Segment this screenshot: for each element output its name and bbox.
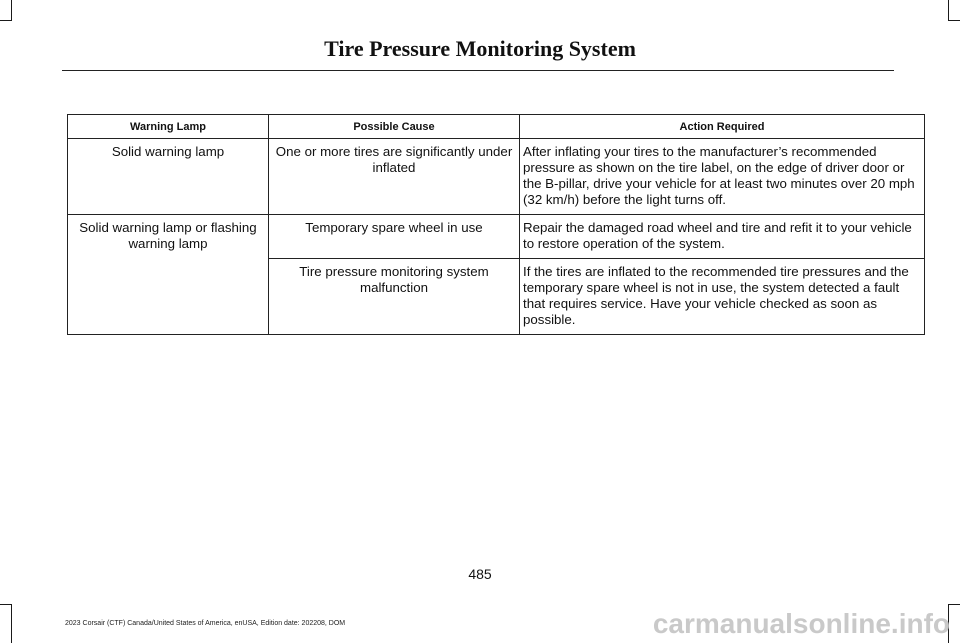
action-required-cell: After inflating your tires to the manufacturer’s recommended pressure as shown on the tire label, on the edge of driver door or the B-pillar, drive your vehicle for at least two minutes over 20 mph (32 km/h) before the light turns off. xyxy=(520,139,925,215)
crop-mark-bottom-left-vertical xyxy=(11,604,12,643)
title-divider xyxy=(62,70,894,71)
crop-mark-bottom-right-horizontal xyxy=(948,604,960,605)
crop-mark-top-right-horizontal xyxy=(948,20,960,21)
crop-mark-top-left-vertical xyxy=(11,0,12,20)
table-row xyxy=(68,139,925,215)
action-required-cell: Repair the damaged road wheel and tire and refit it to your vehicle to restore operation of the system. xyxy=(520,215,925,259)
warning-lamp-cell: Solid warning lamp xyxy=(68,139,269,215)
column-header-warning-lamp: Warning Lamp xyxy=(68,115,269,139)
table-row xyxy=(68,215,925,259)
page-number: 485 xyxy=(468,566,492,582)
warning-lamp-cell: Solid warning lamp or flashing warning lamp xyxy=(68,215,269,335)
possible-cause-cell: Temporary spare wheel in use xyxy=(269,215,520,259)
tpms-warning-table xyxy=(67,114,925,335)
table-header-row xyxy=(68,115,925,139)
watermark: carmanualsonline.info xyxy=(652,608,950,639)
possible-cause-cell: One or more tires are significantly under inflated xyxy=(269,139,520,215)
crop-mark-top-right-vertical xyxy=(948,0,949,20)
crop-mark-bottom-left-horizontal xyxy=(0,604,12,605)
page-title: Tire Pressure Monitoring System xyxy=(324,36,636,61)
column-header-possible-cause: Possible Cause xyxy=(269,115,520,139)
possible-cause-cell: Tire pressure monitoring system malfunction xyxy=(269,259,520,335)
edition-footer: 2023 Corsair (CTF) Canada/United States of America, enUSA, Edition date: 202208, DOM xyxy=(65,620,346,627)
column-header-action-required: Action Required xyxy=(520,115,925,139)
crop-mark-top-left-horizontal xyxy=(0,20,12,21)
action-required-cell: If the tires are inflated to the recommended tire pressures and the temporary spare wheel is not in use, the system detected a fault that requires service. Have your vehicle checked as soon as possible. xyxy=(520,259,925,335)
